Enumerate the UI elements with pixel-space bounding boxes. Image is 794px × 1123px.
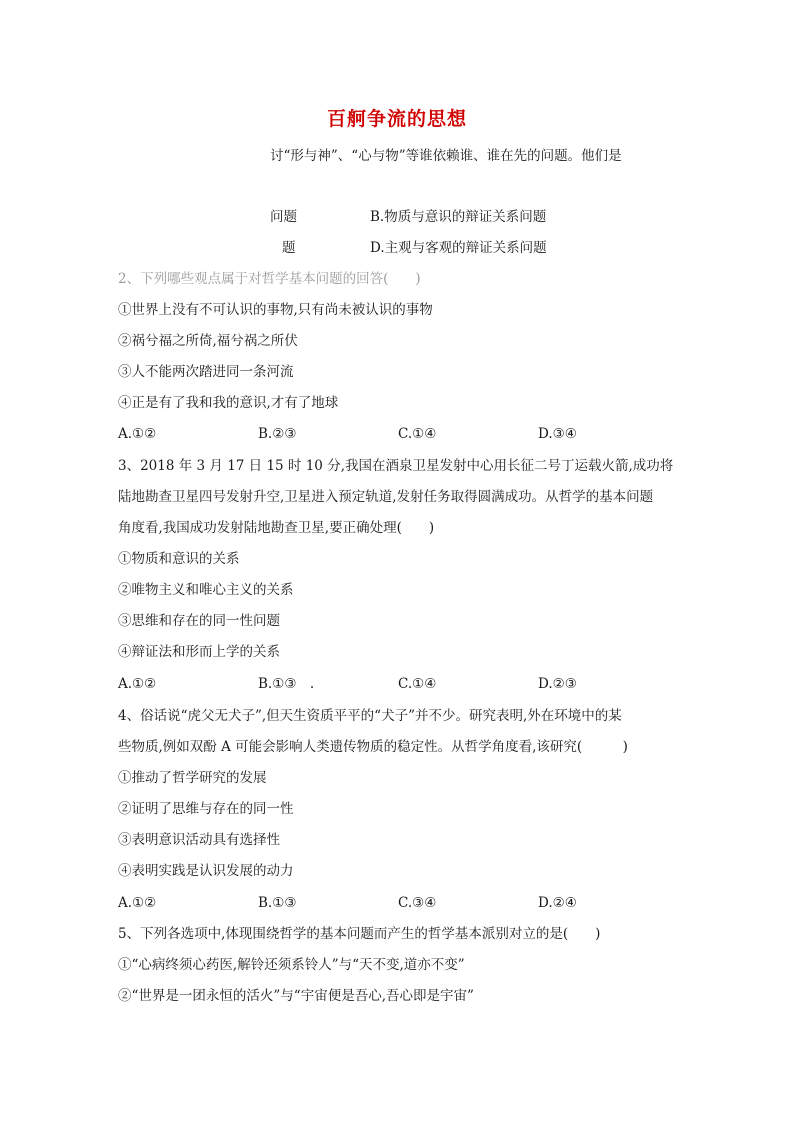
q3-item-2: ②唯物主义和唯心主义的关系 [118, 582, 294, 598]
q2-item-2: ②祸兮福之所倚,福兮祸之所伏 [118, 333, 298, 349]
q1-option-c: 题 [282, 240, 296, 256]
q3-stem-line-2: 陆地勘查卫星四号发射升空,卫星进入预定轨道,发射任务取得圆满成功。从哲学的基本问题 [118, 489, 654, 505]
q2-option-a: A.①② [118, 426, 157, 442]
q3-item-3: ③思维和存在的同一性问题 [118, 613, 280, 629]
q3-option-d: D.②③ [538, 676, 577, 692]
q1-option-b: B.物质与意识的辩证关系问题 [370, 209, 547, 225]
q2-option-b: B.②③ [258, 426, 297, 442]
q4-option-c: C.③④ [398, 895, 437, 911]
q3-stem-line-1: 3、2018 年 3 月 17 日 15 时 10 分,我国在酒泉卫星发射中心用长征二号丁运载火箭,成功将 [118, 458, 674, 474]
q3-option-c: C.①④ [398, 676, 437, 692]
q4-option-d: D.②④ [538, 895, 577, 911]
q2-item-1: ①世界上没有不可认识的事物,只有尚未被认识的事物 [118, 302, 433, 318]
q4-option-a: A.①② [118, 895, 157, 911]
q5-item-1: ①“心病终须心药医,解铃还须系铃人”与“天不变,道亦不变” [118, 957, 465, 973]
q4-item-2: ②证明了思维与存在的同一性 [118, 801, 294, 817]
q2-stem: 2、下列哪些观点属于对哲学基本问题的回答( ) [118, 271, 421, 287]
q4-stem-line-1: 4、俗话说“虎父无犬子”,但天生资质平平的“犬子”并不少。研究表明,外在环境中的某 [118, 708, 622, 724]
q4-item-1: ①推动了哲学研究的发展 [118, 770, 267, 786]
q1-stem: 讨“形与神”、“心与物”等谁依赖谁、谁在先的问题。他们是 [270, 148, 622, 164]
q3-item-4: ④辩证法和形而上学的关系 [118, 644, 280, 660]
q4-item-4: ④表明实践是认识发展的动力 [118, 863, 294, 879]
q5-stem: 5、下列各选项中,体现围绕哲学的基本问题而产生的哲学基本派别对立的是( ) [118, 926, 601, 942]
q4-option-b: B.①③ [258, 895, 297, 911]
q2-item-4: ④正是有了我和我的意识,才有了地球 [118, 395, 339, 411]
q4-stem-line-2: 些物质,例如双酚 A 可能会影响人类遗传物质的稳定性。从哲学角度看,该研究( ) [118, 739, 628, 755]
q2-option-c: C.①④ [398, 426, 437, 442]
page-title: 百舸争流的思想 [326, 108, 467, 130]
q4-item-3: ③表明意识活动具有选择性 [118, 832, 280, 848]
q5-item-2: ②“世界是一团永恒的活火”与“宇宙便是吾心,吾心即是宇宙” [118, 988, 474, 1004]
q2-item-3: ③人不能两次踏进同一条河流 [118, 364, 294, 380]
q1-option-d: D.主观与客观的辩证关系问题 [370, 240, 547, 256]
q1-option-a: 问题 [270, 209, 297, 225]
q2-option-d: D.③④ [538, 426, 577, 442]
q3-item-1: ①物质和意识的关系 [118, 551, 240, 567]
q3-option-b: B.①③ . [258, 676, 315, 692]
q3-option-a: A.①② [118, 676, 157, 692]
q3-stem-line-3: 角度看,我国成功发射陆地勘查卫星,要正确处理( ) [118, 520, 435, 536]
